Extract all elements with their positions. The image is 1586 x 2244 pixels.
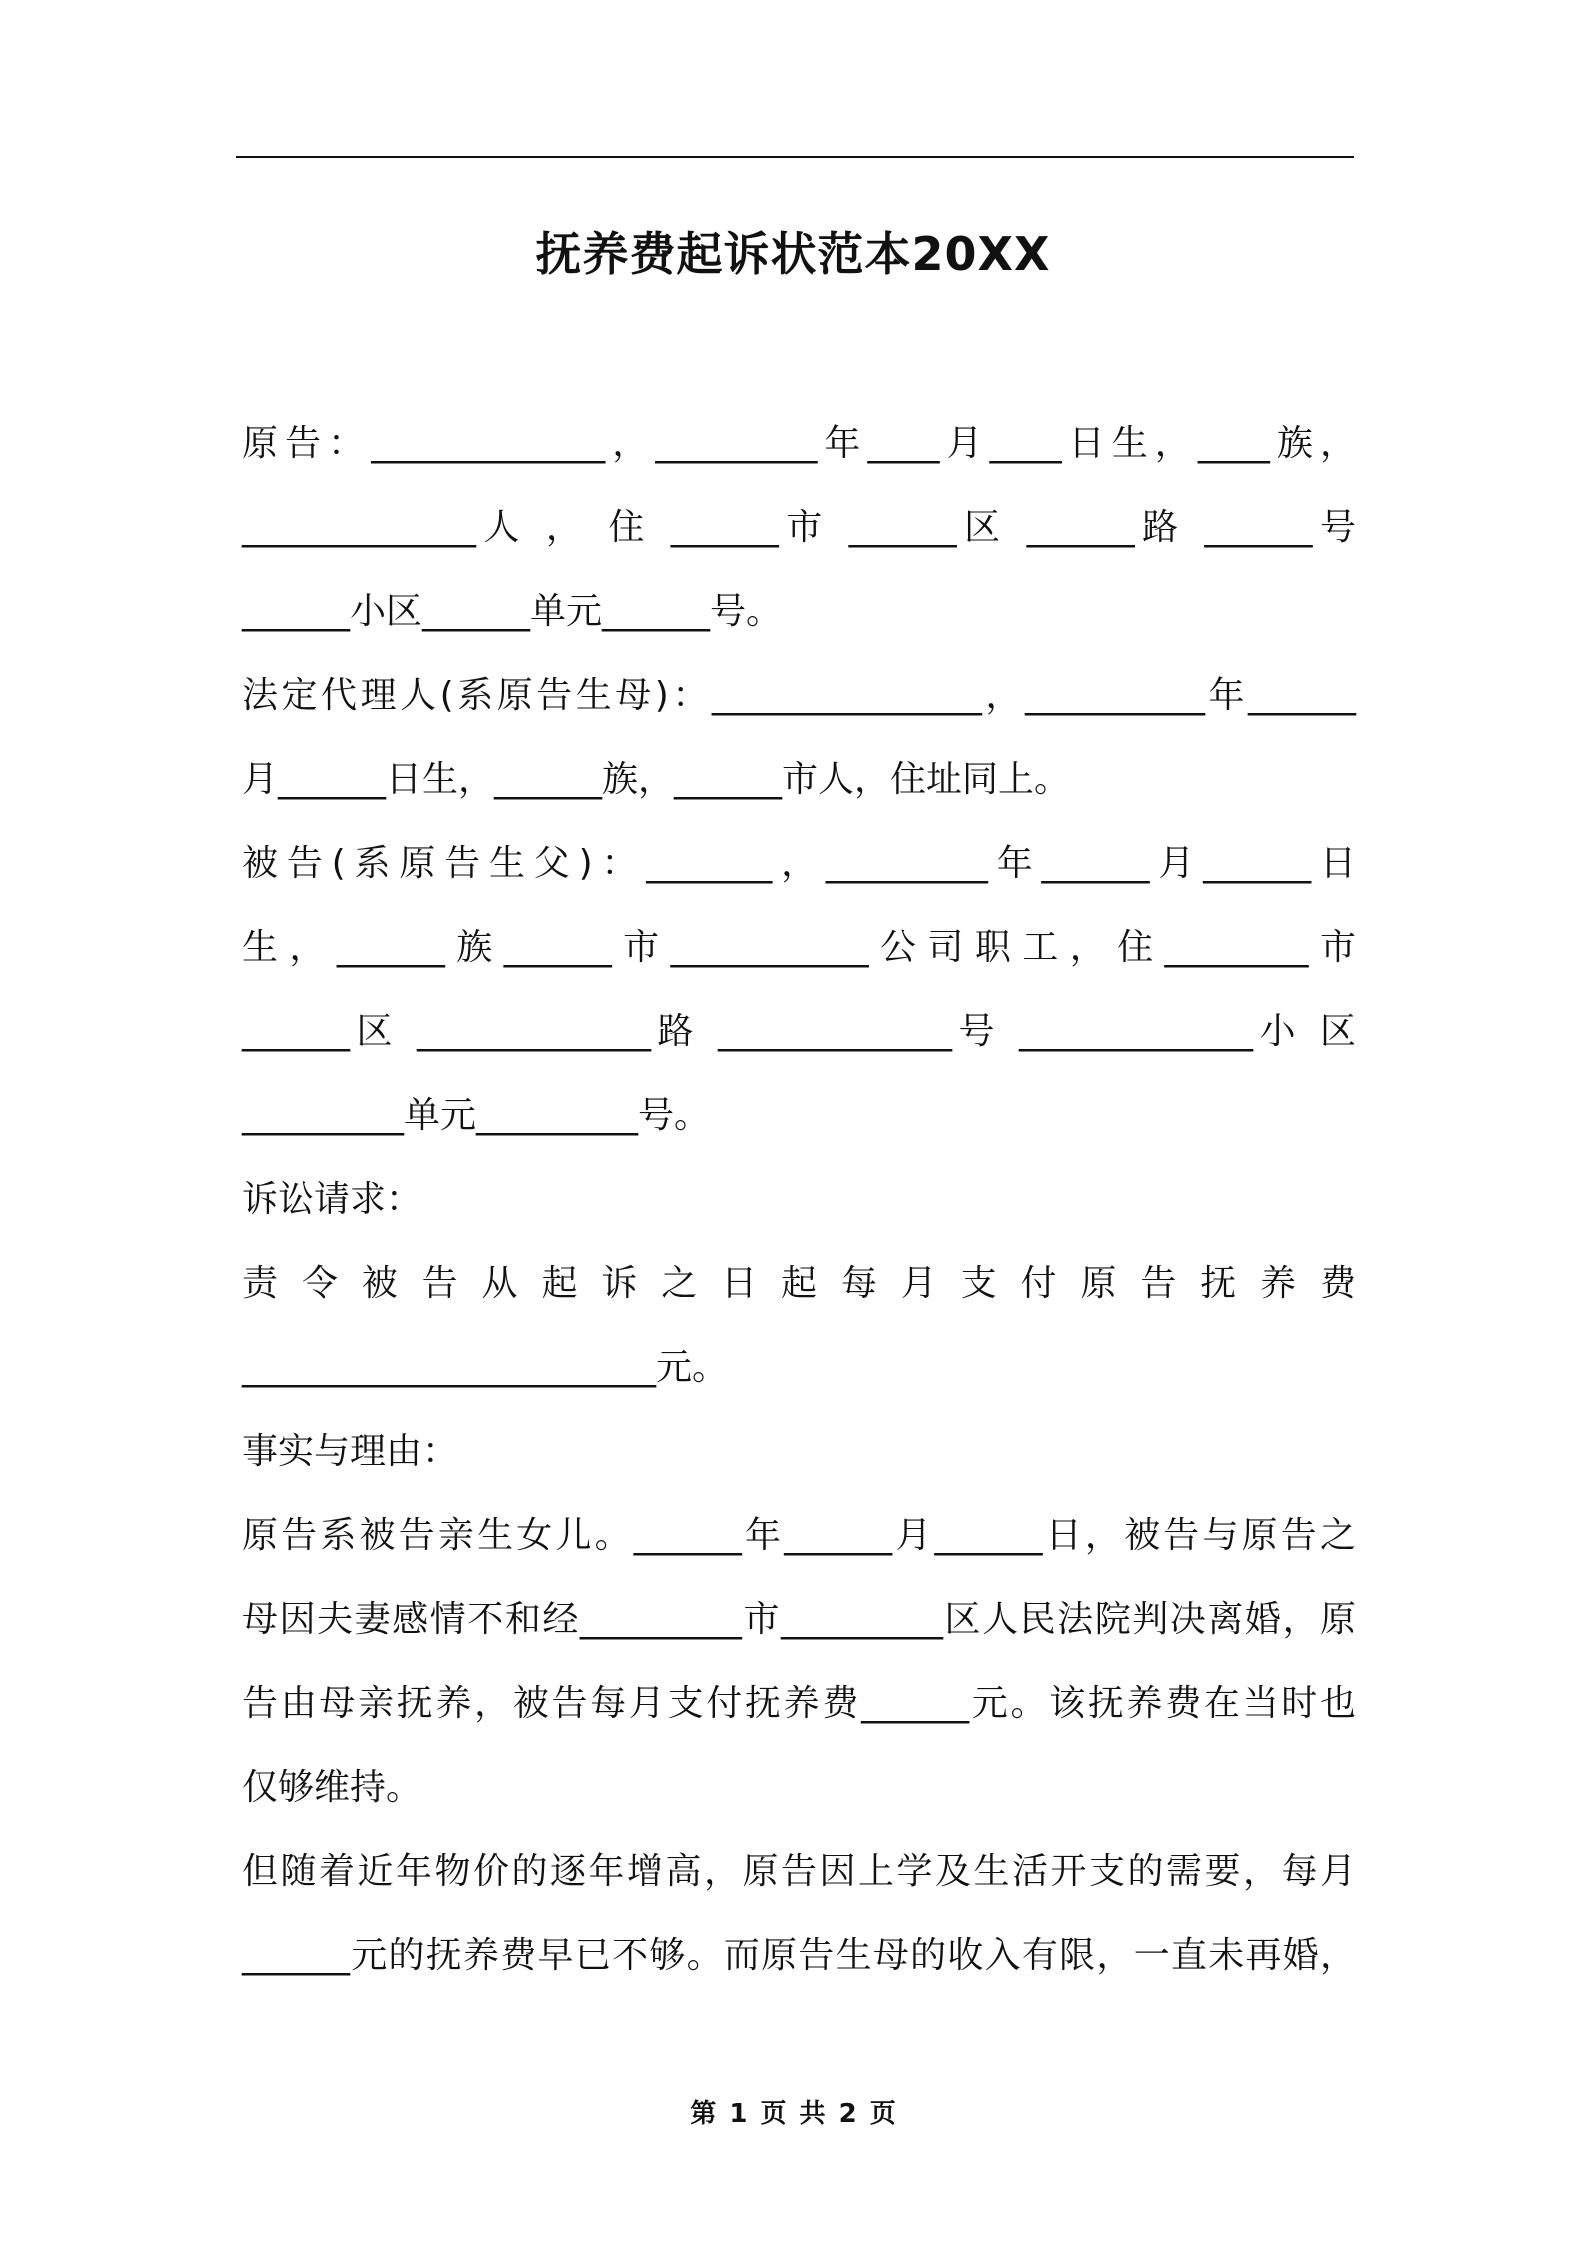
defendant-line-3: ______区 _____________路 _____________号 _____________小 区	[242, 1011, 1356, 1052]
document-body	[242, 402, 1356, 1998]
facts-line-6: ______元的抚养费早已不够。而原告生母的收入有限，一直未再婚，	[242, 1935, 1356, 1976]
claims-heading: 诉讼请求：	[242, 1179, 423, 1220]
defendant-line-1: 被告(系原告生父)：_______，_________年______月______日	[242, 843, 1356, 884]
claims-line-1: 责 令 被 告 从 起 诉 之 日 起 每 月 支 付 原 告 抚 养 费	[242, 1263, 1356, 1304]
facts-line-1: 原告系被告亲生女儿。______年______月______日，被告与原告之	[242, 1515, 1356, 1556]
plaintiff-line-2: _____________人 ， 住 ______市 ______区 ______路 ______号	[242, 507, 1356, 548]
defendant-line-2: 生，______族______市___________公司职工，住________市	[242, 927, 1356, 968]
facts-line-3: 告由母亲抚养，被告每月支付抚养费______元。该抚养费在当时也	[242, 1683, 1356, 1724]
facts-line-2: 母因夫妻感情不和经_________市_________区人民法院判决离婚，原	[242, 1599, 1356, 1640]
header-rule	[236, 156, 1354, 158]
facts-line-4: 仅够维持。	[242, 1767, 423, 1808]
facts-heading: 事实与理由：	[242, 1431, 459, 1472]
page-number-footer: 第 1 页 共 2 页	[690, 2099, 896, 2129]
defendant-line-4: _________单元_________号。	[242, 1095, 711, 1136]
document-title: 抚养费起诉状范本20XX	[535, 227, 1051, 281]
facts-line-5: 但随着近年物价的逐年增高，原告因上学及生活开支的需要，每月	[242, 1851, 1356, 1892]
claims-line-2: _______________________元。	[242, 1347, 729, 1388]
plaintiff-line-1: 原告：_____________，_________年____月____日生，____族，	[242, 423, 1356, 464]
plaintiff-line-3: ______小区______单元______号。	[242, 591, 783, 632]
legal-agent-line-2: 月______日生，______族，______市人，住址同上。	[242, 759, 1071, 800]
legal-agent-line-1: 法定代理人(系原告生母)：_______________，__________年______	[242, 675, 1356, 716]
